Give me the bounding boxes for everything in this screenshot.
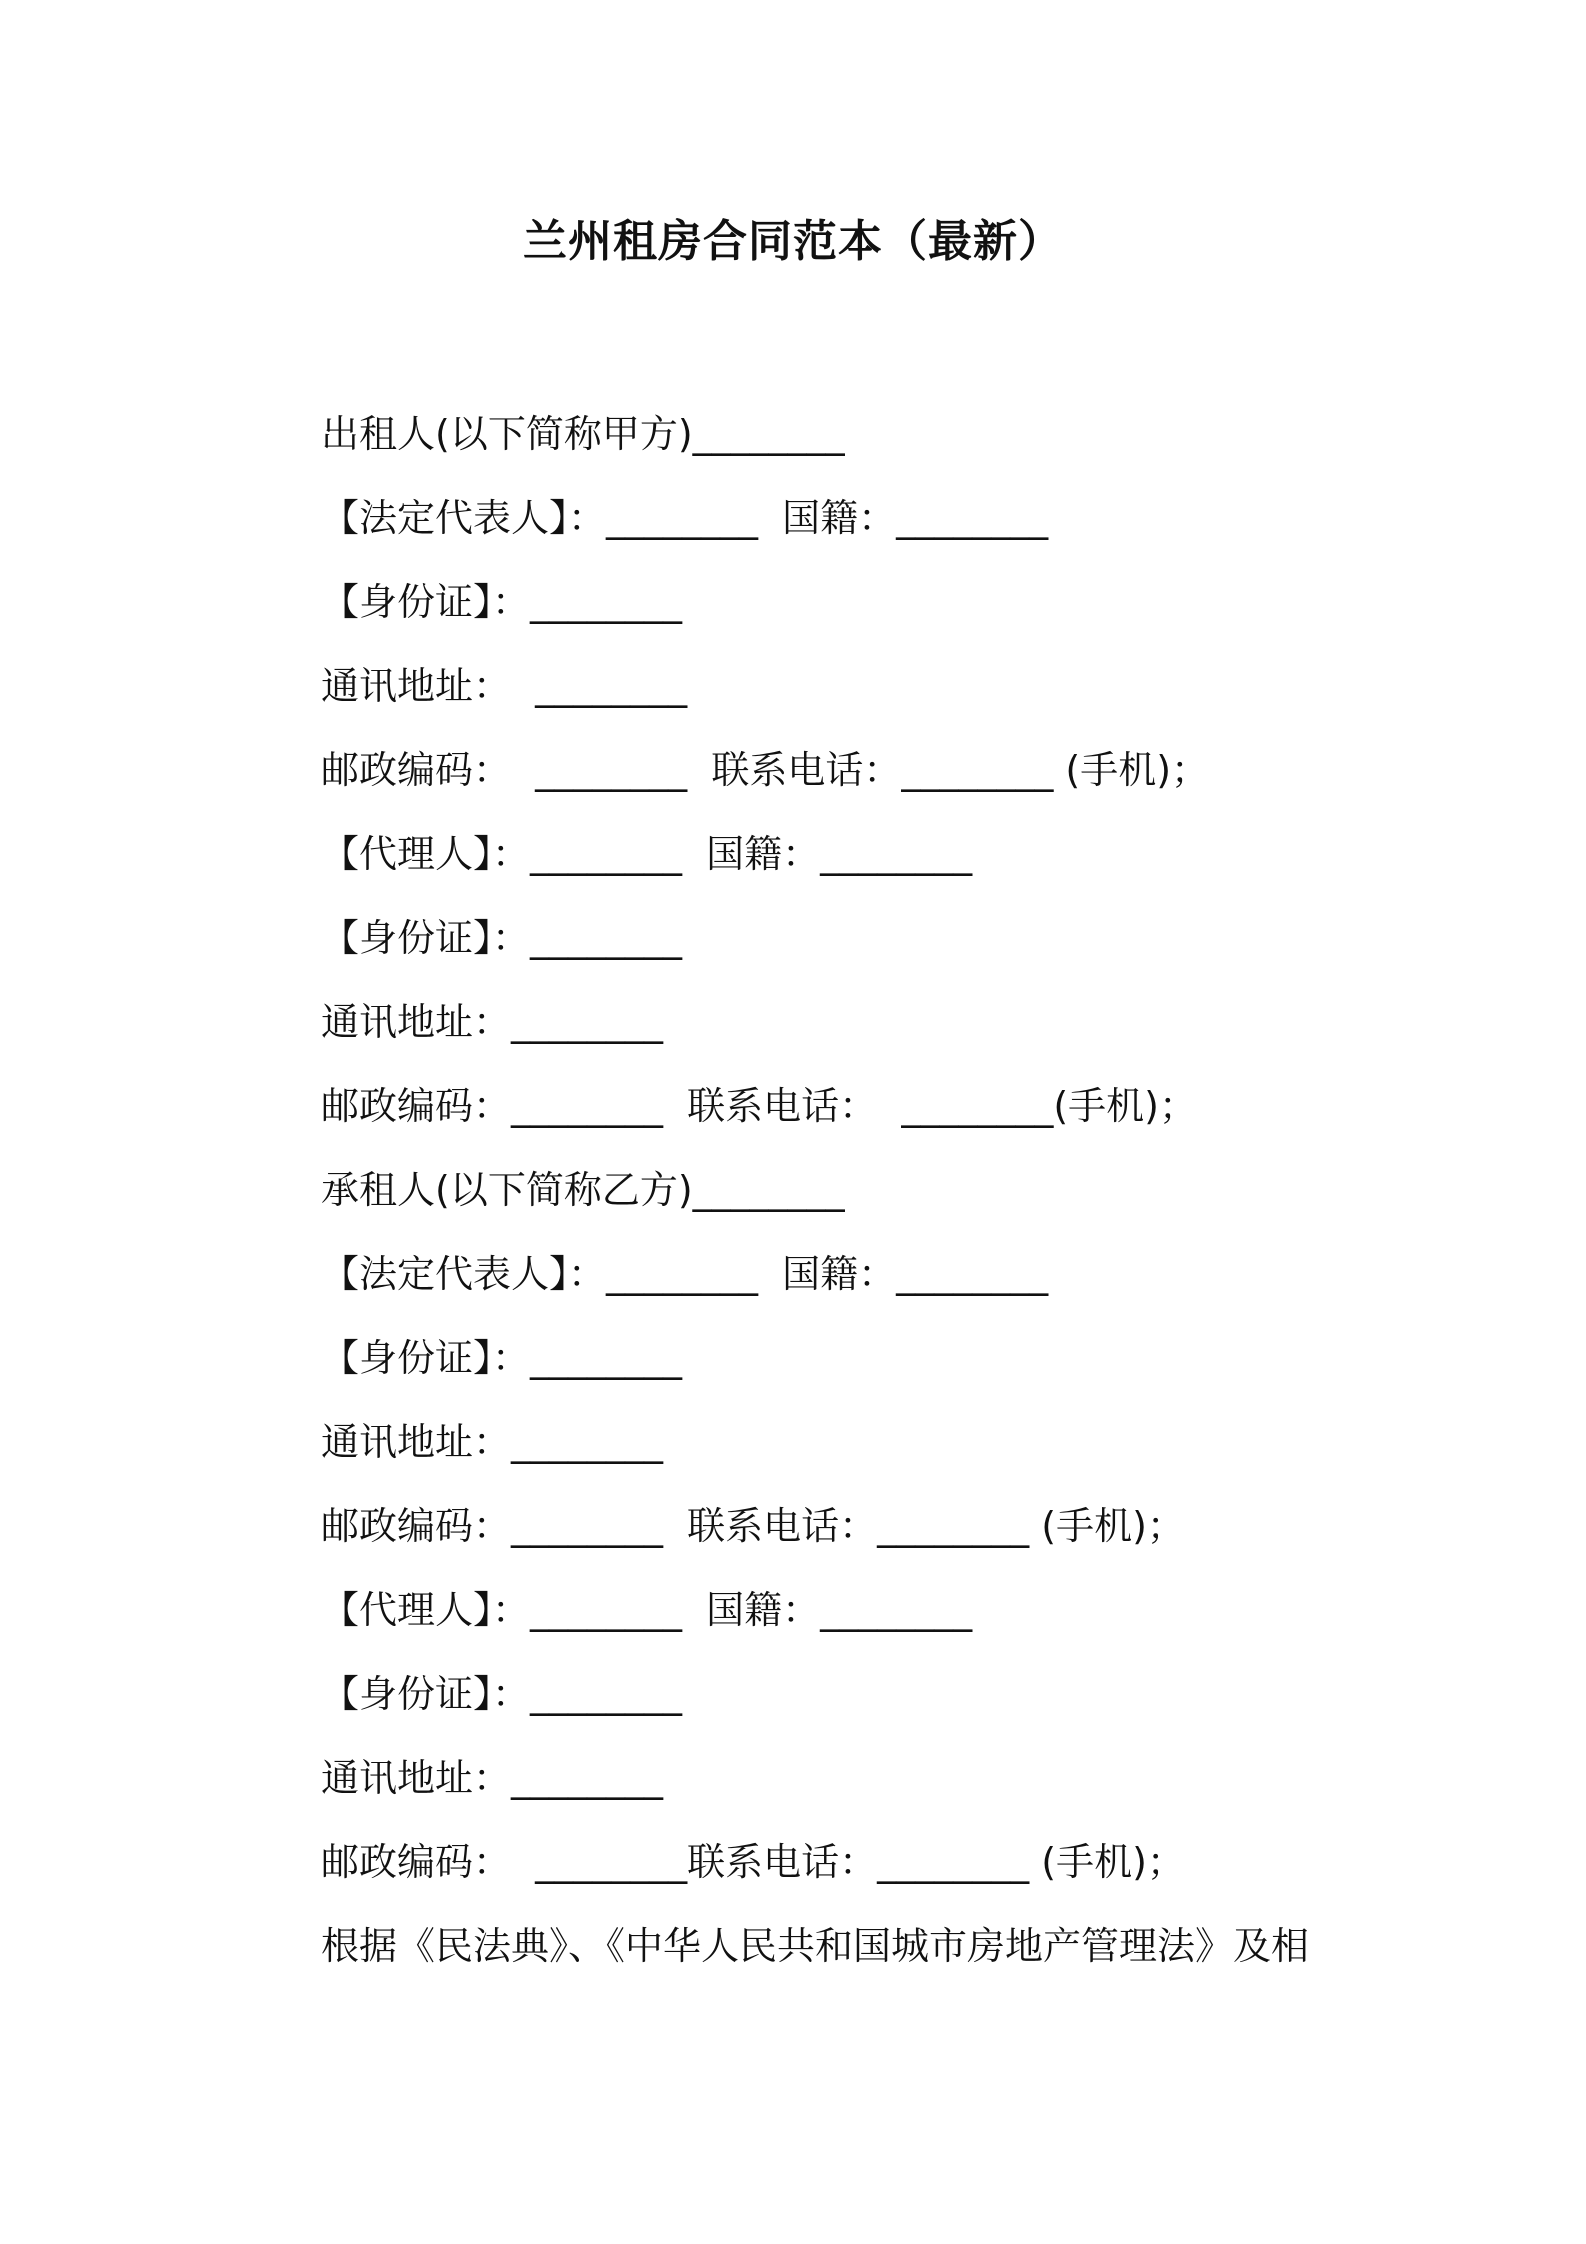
lessee-agent-id-line: 【身份证】：________ — [321, 1672, 683, 1716]
lessor-line: 出租人(以下简称甲方)________ — [321, 412, 845, 456]
document-title: 兰州租房合同范本（最新） — [523, 216, 1063, 267]
lessee-line: 承租人(以下简称乙方)________ — [321, 1168, 845, 1212]
lessee-id-line: 【身份证】：________ — [321, 1336, 683, 1380]
lessee-agent-line: 【代理人】：________ 国籍：________ — [321, 1588, 973, 1632]
lessee-agent-postcode-phone-line: 邮政编码： ________联系电话：________ (手机)； — [321, 1840, 1185, 1884]
lessor-id-line: 【身份证】：________ — [321, 580, 683, 624]
legal-basis-line: 根据《民法典》、《中华人民共和国城市房地产管理法》及相 — [321, 1924, 1310, 1968]
lessee-agent-address-line: 通讯地址：________ — [321, 1756, 664, 1800]
lessee-address-line: 通讯地址：________ — [321, 1420, 664, 1464]
lessor-agent-postcode-phone-line: 邮政编码：________ 联系电话： ________(手机)； — [321, 1084, 1197, 1128]
lessee-legal-rep-line: 【法定代表人】：________ 国籍：________ — [321, 1252, 1049, 1296]
lessee-postcode-phone-line: 邮政编码：________ 联系电话：________ (手机)； — [321, 1504, 1185, 1548]
lessor-legal-rep-line: 【法定代表人】：________ 国籍：________ — [321, 496, 1049, 540]
lessor-postcode-phone-line: 邮政编码： ________ 联系电话：________ (手机)； — [321, 748, 1210, 792]
lessor-agent-id-line: 【身份证】：________ — [321, 916, 683, 960]
lessor-agent-line: 【代理人】：________ 国籍：________ — [321, 832, 973, 876]
contract-body — [321, 407, 1461, 2003]
lessor-agent-address-line: 通讯地址：________ — [321, 1000, 664, 1044]
lessor-address-line: 通讯地址： ________ — [321, 664, 688, 708]
